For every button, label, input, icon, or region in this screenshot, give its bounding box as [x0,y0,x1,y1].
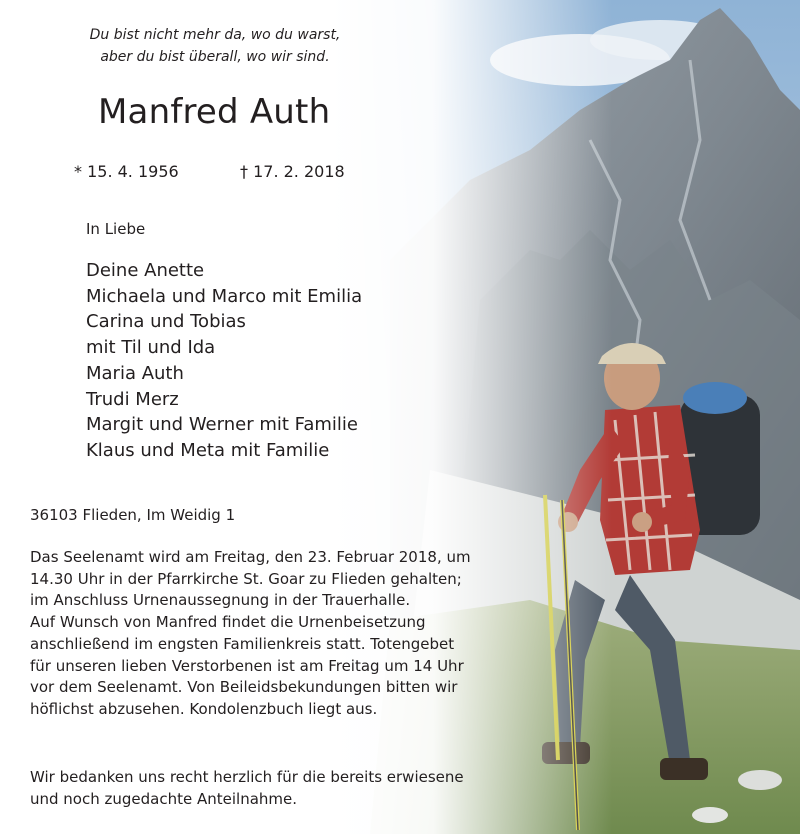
thanks-line: Wir bedanken uns recht herzlich für die bereits erwiesene [30,768,464,786]
thanks-note [30,766,464,810]
deceased-name: Manfred Auth [98,92,331,132]
mourner-entry: Trudi Merz [86,388,179,410]
notice-line: Auf Wunsch von Manfred findet die Urnenbeisetzung [30,613,426,632]
thanks-line: und noch zugedachte Anteilnahme. [30,790,298,808]
mourner-entry: mit Til und Ida [86,337,216,359]
notice-line: im Anschluss Urnenaussegnung in der Trauerhalle. [30,591,411,610]
notice-line: höflichst abzusehen. Kondolenzbuch liegt aus. [30,699,378,718]
family-address: 36103 Flieden, Im Weidig 1 [30,506,236,524]
notice-line: Das Seelenamt wird am Freitag, den 23. Februar 2018, um [30,548,471,566]
notice-line: vor dem Seelenamt. Von Beileidsbekundungen bitten wir [30,678,458,697]
mourner-entry: Klaus und Meta mit Familie [86,439,330,461]
mourner-entry: Michaela und Marco mit Emilia [86,285,363,307]
notice-line: für unseren lieben Verstorbenen ist am Freitag um 14 Uhr [30,656,464,675]
mourners-list [86,258,362,464]
memorial-verse [0,24,430,68]
mourner-entry: Deine Anette [86,260,205,281]
notice-line: anschließend im engsten Familienkreis statt. Totengebet [30,634,455,653]
verse-line: Du bist nicht mehr da, wo du warst, [89,27,341,43]
mourner-entry: Margit und Werner mit Familie [86,414,358,436]
mourner-entry: Carina und Tobias [86,311,246,333]
notice-line: 14.30 Uhr in der Pfarrkirche St. Goar zu Flieden gehalten; [30,569,462,588]
birth-date: * 15. 4. 1956 [74,162,179,181]
death-date: † 17. 2. 2018 [240,162,345,181]
verse-line: aber du bist überall, wo wir sind. [100,49,330,65]
service-notice [30,547,471,721]
mourner-entry: Maria Auth [86,362,184,384]
in-liebe-label: In Liebe [86,220,146,238]
